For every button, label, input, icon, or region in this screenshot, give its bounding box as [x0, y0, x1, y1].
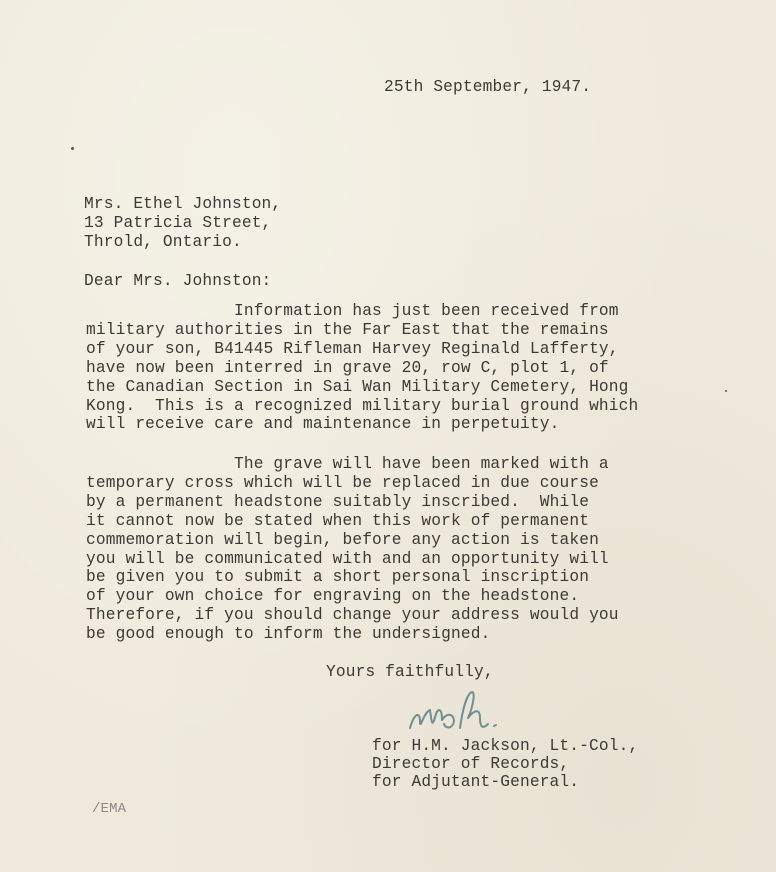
paragraph-line: military authorities in the Far East that the remains [86, 320, 609, 339]
handwritten-signature [402, 684, 522, 740]
paragraph-line: will receive care and maintenance in perpetuity. [86, 415, 560, 434]
paragraph-line: you will be communicated with and an opportunity will [86, 549, 609, 568]
paragraph-line: The grave will have been marked with a [86, 455, 609, 473]
letter-date: 25th September, 1947. [384, 78, 592, 96]
paragraph-line: of your son, B41445 Rifleman Harvey Reginald Lafferty, [86, 339, 619, 358]
paragraph-line: Therefore, if you should change your address would you [86, 606, 619, 625]
recipient-street: 13 Patricia Street, [84, 214, 272, 232]
paper-speck [725, 390, 727, 392]
paragraph-line: the Canadian Section in Sai Wan Military Cemetery, Hong [86, 377, 629, 396]
paragraph-line: commemoration will begin, before any action is taken [86, 530, 599, 549]
closing: Yours faithfully, [326, 663, 494, 681]
body-paragraph-1 [86, 302, 726, 434]
paragraph-line: of your own choice for engraving on the headstone. [86, 587, 580, 606]
signatory-department: for Adjutant-General. [372, 773, 580, 791]
paragraph-line: Information has just been received from [86, 302, 619, 320]
paragraph-line: it cannot now be stated when this work of permanent [86, 511, 590, 530]
recipient-city: Throld, Ontario. [84, 233, 242, 251]
signatory-title: Director of Records, [372, 755, 570, 773]
paragraph-line: have now been interred in grave 20, row C, plot 1, of [86, 358, 609, 377]
paragraph-line: temporary cross which will be replaced in due course [86, 473, 599, 492]
paragraph-line: by a permanent headstone suitably inscribed. While [86, 492, 590, 511]
paragraph-line: be given you to submit a short personal inscription [86, 568, 590, 587]
paragraph-line: be good enough to inform the undersigned. [86, 625, 491, 644]
paragraph-line: Kong. This is a recognized military burial ground which [86, 396, 639, 415]
paper-speck [71, 147, 74, 150]
signatory-name: for H.M. Jackson, Lt.-Col., [372, 737, 639, 755]
typist-initials: /EMA [92, 801, 127, 817]
body-paragraph-2 [86, 455, 726, 644]
recipient-name: Mrs. Ethel Johnston, [84, 195, 282, 213]
salutation: Dear Mrs. Johnston: [84, 272, 272, 290]
